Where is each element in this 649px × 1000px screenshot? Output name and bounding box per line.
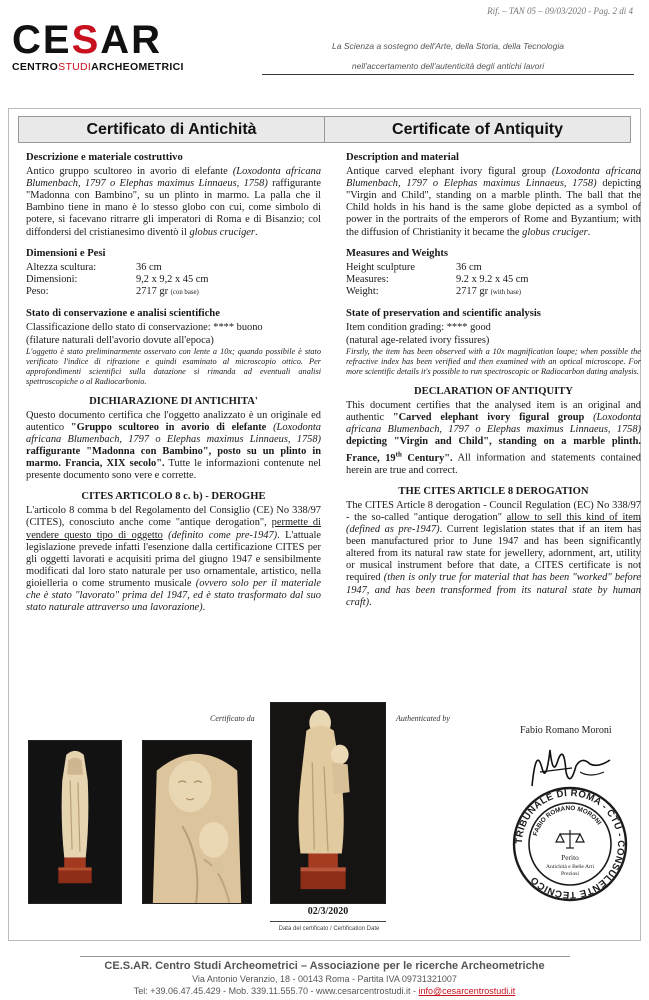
dim-value: 36 cm: [136, 261, 162, 273]
conservation-grade: Classificazione dello stato di conservazione: **** buono: [26, 322, 263, 334]
stamp-inner-text: FABIO ROMANO MORONI: [532, 804, 603, 837]
stamp-center-1: Perito: [561, 853, 579, 862]
title-italian: Certificato di Antichità: [86, 121, 257, 138]
logo-wordmark: CESAR: [12, 18, 163, 62]
dimensions-heading: Measures and Weights: [346, 247, 449, 259]
reference-line: Rif. – TAN 05 – 09/03/2020 - Pag. 2 di 4: [487, 6, 633, 16]
dim-label: Weight:: [346, 286, 379, 298]
description-text: Antico gruppo scultoreo in avorio di elefante (Loxodonta africana Blumenbach, 1797 o Elephas maximus Linnaeus, 1758) raffigurante "Madonna con Bambino", su un plinto in marmo. La palla che il Bambino tiene in mano è lo stesso globo con cui, come simbolo di potere, si facevano ritrarre gli imperatori di Roma e di Bisanzio; col diffondersi del cristianesimo diventò il globus cruciger.: [26, 166, 322, 238]
dim-label: Height sculpture: [346, 261, 415, 273]
tribunal-stamp: [512, 786, 628, 902]
footer-association: CE.S.AR. Centro Studi Archeometrici – Associazione per le ricerche Archeometriche: [104, 960, 545, 972]
declaration-text: Questo documento certifica che l'oggetto analizzato è un originale ed autentico "Gruppo scultoreo in avorio di elefante (Loxodonta africana Blumenbach, 1797 o Elephas maximus Linnaeus, 1758) raffigurante "Madonna con Bambino", posto su un plinto in marmo. Francia, XIX secolo". Tutte le informazioni contenute nel presente documento sono vere e corrette.: [26, 409, 322, 482]
dim-value: 9.2 x 9.2 x 45 cm: [456, 273, 529, 285]
dim-value: 2717 gr (with base): [456, 286, 522, 298]
dim-value: 2717 gr (con base): [136, 286, 199, 298]
stamp-center-2: Antichità e Belle Arti: [546, 864, 594, 870]
cesar-logo: [12, 20, 184, 73]
dim-value: 9,2 x 9,2 x 45 cm: [136, 273, 209, 285]
cites-heading: CITES ARTICOLO 8 c. b) - DEROGHE: [81, 491, 266, 503]
tagline-divider: [262, 74, 634, 75]
dim-label: Peso:: [26, 286, 49, 298]
dim-label: Measures:: [346, 273, 389, 285]
conservation-note: (filature naturali dell'avorio dovute all'epoca): [26, 334, 214, 346]
certification-date: 02/3/2020: [307, 906, 349, 917]
stamp-outer-text: TRIBUNALE DI ROMA - CTU - CONSULENTE TECNICO: [513, 787, 627, 901]
cites-text: L'articolo 8 comma b del Regolamento del Consiglio (CE) No 338/97 (CITES), conosciuto anche come "antique derogation", permette di vendere questo tipo di oggetto (definito come pre-1947). L'attuale legislazione prevede infatti l'esenzione dalla certificazione CITES per gli oggetti lavorati e acquisiti prima del giugno 1947 e sensibilmente modificati dal loro stato naturale per uso ornamentale, artistico, nella gioielleria o come strumento musicale (ovvero solo per il materiale che è stato "lavorato" prima del 1947, ed è stato trasformato dal suo stato naturale attraverso una lavorazione).: [26, 505, 322, 614]
email-link[interactable]: info@cesarcentrostudi.it: [418, 986, 516, 996]
description-text: Antique carved elephant ivory figural group (Loxodonta africana Blumenbach, 1797 o Elephas maximus Linnaeus, 1758) depicting "Virgin and Child", standing on a marble plinth. The ball that the Child holds in his hand is the same globe depicted as a symbol of power in the portraits of the emperors of Rome and Byzantium; with the diffusion of Christianity it became the globus cruciger.: [346, 166, 641, 238]
sculpture-photo-detail: [142, 740, 252, 904]
signer-name: Fabio Romano Moroni: [520, 725, 612, 736]
certified-by-label: Certificato da: [210, 714, 255, 723]
tagline-line-2: nell'accertamento dell'autenticità degli antichi lavori: [351, 61, 545, 71]
date-rule: [270, 921, 386, 922]
description-heading: Descrizione e materiale costruttivo: [26, 152, 183, 163]
cites-heading: THE CITES ARTICLE 8 DEROGATION: [398, 485, 589, 497]
sculpture-photo-side: [28, 740, 122, 904]
description-heading: Description and material: [346, 152, 459, 163]
conservation-heading: State of preservation and scientific analysis: [346, 308, 541, 320]
conservation-heading: Stato di conservazione e analisi scientifiche: [26, 308, 220, 320]
dimensions-table: [26, 262, 321, 300]
stamp-center-3: Preziosi: [560, 871, 580, 877]
conservation-method: L'oggetto è stato preliminarmente osservato con lente a 10x; quando possibile è stato verificato l'indice di rifrazione e quindi esaminato al microscopio ottico. Per approfondimenti scientifici sulla datazione si rimanda ad eventuali analisi spettroscopiche o al Radiocarbonio.: [26, 346, 321, 386]
declaration-heading: DICHIARAZIONE DI ANTICHITA': [89, 395, 258, 407]
footer-divider: [80, 956, 570, 957]
tagline-line-1: La Scienza a sostegno dell'Arte, della Storia, della Tecnologia: [332, 41, 564, 51]
dim-label: Altezza scultura:: [26, 261, 97, 273]
sculpture-photo-front: [270, 702, 386, 904]
tagline: [262, 36, 634, 76]
declaration-text: This document certifies that the analysed item is an original and authentic "Carved elephant ivory figural group (Loxodonta africana Blumenbach, 1797 o Elephas maximus Linnaeus, 1758) depicting "Virgin and Child", standing on a marble plinth. France, 19th Century". All information and statements contained herein are true and correct.: [346, 399, 641, 476]
conservation-method: Firstly, the item has been observed with a 10x magnification loupe; when possible the refractive index has been verified and then examined with an optical microscope. For more scientific details it's possible to run spectroscopic or Radiocarbon dating analysis.: [346, 346, 641, 376]
italian-column: [26, 150, 321, 614]
dimensions-heading: Dimensioni e Pesi: [26, 247, 106, 259]
scales-icon: [556, 830, 584, 848]
certification-date-caption: Data del certificato / Certification Date: [278, 926, 380, 932]
declaration-heading: DECLARATION OF ANTIQUITY: [414, 385, 573, 397]
dimensions-table: [346, 262, 641, 300]
conservation-grade: Item condition grading: **** good: [346, 322, 491, 334]
conservation-note: (natural age-related ivory fissures): [346, 334, 490, 346]
logo-subtitle: CENTROSTUDIARCHEOMETRICI: [12, 61, 184, 73]
certificate-title-bar: [18, 116, 631, 143]
footer-address: Via Antonio Veranzio, 18 - 00143 Roma - Partita IVA 09731321007: [192, 974, 457, 984]
cites-text: The CITES Article 8 derogation - Council Regulation (EC) No 338/97 - the so-called "antique derogation" allow to sell this kind of item (defined as pre-1947). Current legislation states that if an item has been manufactured prior to June 1947 and has been significantly altered from its natural raw state for jewellery, adornment, art, utility or musical instrument before that date, a CITES certificate is not required (then is only true for material that has been "worked" before 1947, and has been transformed from its natural state by human craft).: [346, 499, 641, 608]
english-column: [346, 150, 641, 609]
dim-label: Dimensioni:: [26, 273, 78, 285]
dim-value: 36 cm: [456, 261, 482, 273]
title-english: Certificate of Antiquity: [324, 117, 630, 142]
footer-contacts: Tel: +39.06.47.45.429 - Mob. 339.11.555.70 - www.cesarcentrostudi.it - info@cesarcentrostudi.it: [133, 986, 516, 996]
authenticated-by-label: Authenticated by: [396, 714, 450, 723]
